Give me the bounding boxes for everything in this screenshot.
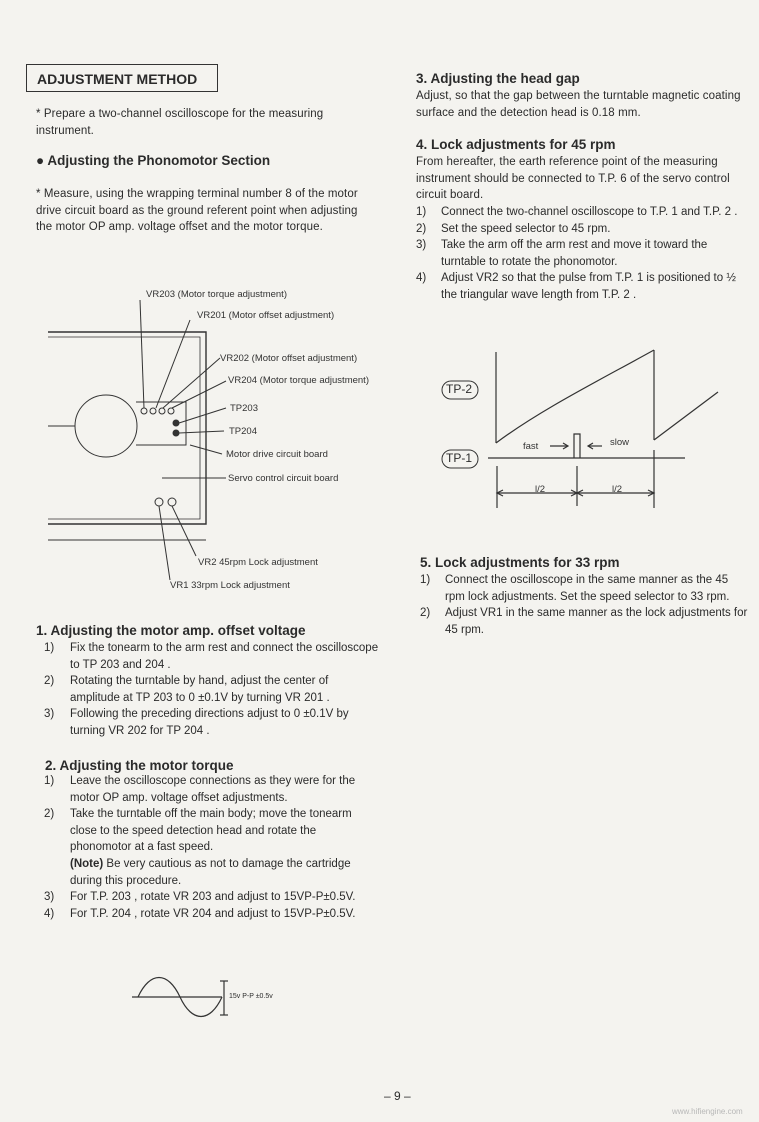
tp204-label: TP204 <box>229 426 257 437</box>
s1-list <box>36 640 380 740</box>
motor-board-label: Motor drive circuit board <box>226 449 328 460</box>
slow-label: slow <box>610 437 630 448</box>
note-text: Be very cautious as not to damage the cartridge during this procedure. <box>70 857 351 887</box>
list-item: 3) Take the arm off the arm rest and move it toward the turntable to rotate the phonomotor. <box>416 239 708 268</box>
s5-heading: 5. Lock adjustments for 33 rpm <box>420 555 620 570</box>
sine-wave-diagram <box>130 975 240 1025</box>
list-item: 3) Following the preceding directions adjust to 0 ±0.1V by turning VR 202 for TP 204 . <box>44 708 349 737</box>
s2-heading: 2. Adjusting the motor torque <box>45 758 234 773</box>
watermark: www.hifiengine.com <box>672 1107 743 1116</box>
list-item: 2) Adjust VR1 in the same manner as the lock adjustments for 45 rpm. <box>420 607 748 636</box>
list-item: 1) Connect the oscilloscope in the same manner as the 45 rpm lock adjustments. Set the speed selector to 33 rpm. <box>420 574 730 603</box>
vr1-label: VR1 33rpm Lock adjustment <box>170 580 290 591</box>
servo-board-label: Servo control circuit board <box>228 473 339 484</box>
list-item: 2) Rotating the turntable by hand, adjust the center of amplitude at TP 203 to 0 ±0.1V by turning VR 201 . <box>44 675 330 704</box>
vr202-label: VR202 (Motor offset adjustment) <box>220 353 358 364</box>
vr201-label: VR201 (Motor offset adjustment) <box>197 310 335 321</box>
s5-list <box>420 572 750 638</box>
tp203-label: TP203 <box>230 403 258 414</box>
section-title: ADJUSTMENT METHOD <box>26 64 218 92</box>
list-item: 2) Set the speed selector to 45 rpm. <box>416 222 611 235</box>
phonomotor-board-diagram <box>30 280 420 600</box>
list-item: 4) Adjust VR2 so that the pulse from T.P. 1 is positioned to ½ the triangular wave length from T.P. 2 . <box>416 272 736 301</box>
list-item: 1) Leave the oscilloscope connections as they were for the motor OP amp. voltage offset adjustments. <box>44 775 356 804</box>
vr204-label: VR204 (Motor torque adjustment) <box>228 375 369 386</box>
list-item: 1) Fix the tonearm to the arm rest and connect the oscilloscope to TP 203 and 204 . <box>44 642 379 671</box>
s3-heading: 3. Adjusting the head gap <box>416 71 580 86</box>
list-item: 2) Take the turntable off the main body; move the tonearm close to the speed detection head and rotate the phonomotor at a fast speed. (Note) Be very cautious as not to damage the cartridge during this procedure. <box>44 808 352 887</box>
s2-list <box>36 773 380 922</box>
fast-label: fast <box>523 441 539 452</box>
vr203-label: VR203 (Motor torque adjustment) <box>146 289 287 300</box>
measure-note: * Measure, using the wrapping terminal number 8 of the motor drive circuit board as the ground referent point when adjusting the motor OP amp. voltage offset and the motor torque. <box>36 188 358 234</box>
vr2-label: VR2 45rpm Lock adjustment <box>198 557 318 568</box>
s4-list <box>416 204 748 304</box>
intro-text: * Prepare a two-channel oscilloscope for the measuring instrument. <box>36 108 324 137</box>
s4-text: From hereafter, the earth reference point of the measuring instrument should be connected to T.P. 6 of the servo control circuit board. <box>416 156 730 202</box>
list-item: 1) Connect the two-channel oscilloscope to T.P. 1 and T.P. 2 . <box>416 206 738 218</box>
list-item: 4) For T.P. 204 , rotate VR 204 and adjust to 15VP-P±0.5V. <box>44 907 356 920</box>
waveform-diagram <box>430 340 730 515</box>
half-left-label: l/2 <box>535 484 546 495</box>
tp1-label: TP-1 <box>446 451 473 465</box>
s4-heading: 4. Lock adjustments for 45 rpm <box>416 137 616 152</box>
page-number: – 9 – <box>384 1089 411 1103</box>
wave-amplitude-label: 15v P-P ±0.5v <box>229 993 273 1000</box>
tp2-label: TP-2 <box>446 382 473 396</box>
note-label: (Note) <box>70 857 104 870</box>
s1-heading: 1. Adjusting the motor amp. offset voltage <box>36 623 306 638</box>
list-item: 3) For T.P. 203 , rotate VR 203 and adjust to 15VP-P±0.5V. <box>44 891 356 904</box>
phono-heading: ● Adjusting the Phonomotor Section <box>36 153 271 168</box>
s3-text: Adjust, so that the gap between the turntable magnetic coating surface and the detection head is 0.18 mm. <box>416 90 741 119</box>
half-right-label: l/2 <box>612 484 623 495</box>
